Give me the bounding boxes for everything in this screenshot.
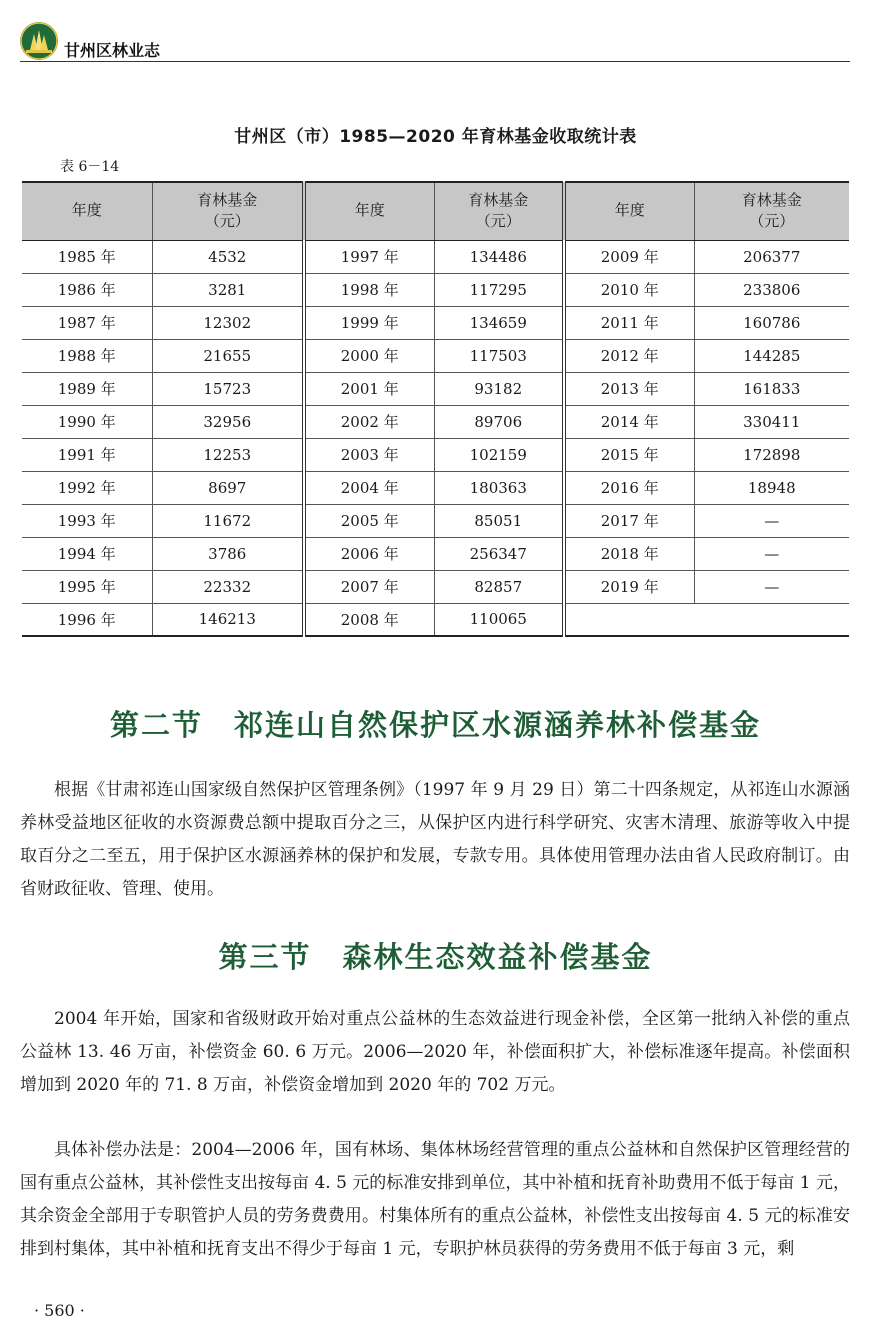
table-title: 甘州区（市）1985—2020 年育林基金收取统计表 <box>234 127 637 147</box>
table-cell: 1989 年 <box>22 372 152 405</box>
table-cell: 12302 <box>152 306 304 339</box>
table-cell: 2011 年 <box>564 306 694 339</box>
table-cell: — <box>694 504 849 537</box>
section-3-paragraph-1: 2004 年开始，国家和省级财政开始对重点公益林的生态效益进行现金补偿，全区第一批纳入补偿的重点公益林 13. 46 万亩，补偿资金 60. 6 万元。2006—2020 年，补偿面积扩大，补偿标准逐年提高。补偿面积增加到 2020 年的 71. 8 万亩，补偿资金增加到 2020 年的 702 万元。 <box>20 1009 850 1095</box>
table-row <box>22 438 849 471</box>
table-cell: 85051 <box>434 504 564 537</box>
section-2-paragraph: 根据《甘肃祁连山国家级自然保护区管理条例》（1997 年 9 月 29 日）第二十四条规定，从祁连山水源涵养林受益地区征收的水资源费总额中提取百分之三，从保护区内进行科学研究、灾害木清理、旅游等收入中提取百分之二至五，用于保护区水源涵养林的保护和发展，专款专用。具体使用管理办法由省人民政府制订。由省财政征收、管理、使用。 <box>20 780 850 899</box>
table-cell: 93182 <box>434 372 564 405</box>
table-cell: 4532 <box>152 240 304 273</box>
table-cell: 2013 年 <box>564 372 694 405</box>
table-cell: 2008 年 <box>304 603 434 636</box>
table-cell: 134486 <box>434 240 564 273</box>
table-cell: 2002 年 <box>304 405 434 438</box>
table-cell: 1985 年 <box>22 240 152 273</box>
table-cell: 256347 <box>434 537 564 570</box>
table-cell: 144285 <box>694 339 849 372</box>
table-header-row <box>22 182 849 240</box>
table-cell: 82857 <box>434 570 564 603</box>
table-cell: 2007 年 <box>304 570 434 603</box>
table-cell: 1996 年 <box>22 603 152 636</box>
table-cell: 1997 年 <box>304 240 434 273</box>
table-cell: 32956 <box>152 405 304 438</box>
table-cell: 2000 年 <box>304 339 434 372</box>
table-cell: 3786 <box>152 537 304 570</box>
header-cell <box>152 182 304 240</box>
table-cell: 2018 年 <box>564 537 694 570</box>
header-cell-unit: （元） <box>204 212 250 231</box>
table-row <box>22 339 849 372</box>
table-row <box>22 471 849 504</box>
book-title: 甘州区林业志 <box>64 41 161 60</box>
table-cell: 2015 年 <box>564 438 694 471</box>
table-row <box>22 537 849 570</box>
table-cell: 161833 <box>694 372 849 405</box>
header-cell-text: 育林基金 <box>197 190 258 209</box>
table-cell: 2004 年 <box>304 471 434 504</box>
table-cell: 1993 年 <box>22 504 152 537</box>
table-row <box>22 504 849 537</box>
table-cell: 117503 <box>434 339 564 372</box>
table-row <box>22 240 849 273</box>
table-cell: 11672 <box>152 504 304 537</box>
table-row <box>22 306 849 339</box>
table-cell: 160786 <box>694 306 849 339</box>
header-cell-text: 育林基金 <box>468 190 529 209</box>
table-cell: 134659 <box>434 306 564 339</box>
table-cell: — <box>694 570 849 603</box>
table-cell: 233806 <box>694 273 849 306</box>
table-cell: 2016 年 <box>564 471 694 504</box>
header-cell: 年度 <box>304 182 434 240</box>
section-3-paragraph-2: 具体补偿办法是：2004—2006 年，国有林场、集体林场经营管理的重点公益林和自然保护区管理经营的国有重点公益林，其补偿性支出按每亩 4. 5 元的标准安排到单位，其中补植和抚育补助费用不低于每亩 1 元，其余资金全部用于专职管护人员的劳务费费用。村集体所有的重点公益林，补偿性支出按每亩 4. 5 元的标准安排到村集体，其中补植和抚育支出不得少于每亩 1 元，专职护林员获得的劳务费用不低于每亩 3 元，剩 <box>20 1140 850 1259</box>
header-cell <box>434 182 564 240</box>
table-number: 表 6－14 <box>60 159 120 175</box>
table-body <box>22 240 849 636</box>
table-cell: 21655 <box>152 339 304 372</box>
table-cell: 2019 年 <box>564 570 694 603</box>
table-cell: 12253 <box>152 438 304 471</box>
table-cell: 1999 年 <box>304 306 434 339</box>
table-cell: 146213 <box>152 603 304 636</box>
table-cell: 18948 <box>694 471 849 504</box>
table-cell: 1994 年 <box>22 537 152 570</box>
table-cell: 1987 年 <box>22 306 152 339</box>
table-cell: 1986 年 <box>22 273 152 306</box>
table-cell-empty <box>564 603 849 636</box>
table-cell: 2014 年 <box>564 405 694 438</box>
header-cell-unit: （元） <box>749 212 795 231</box>
table-cell: 1995 年 <box>22 570 152 603</box>
page-header <box>20 22 850 62</box>
table-cell: 2001 年 <box>304 372 434 405</box>
table-cell: 1991 年 <box>22 438 152 471</box>
table-cell: 2017 年 <box>564 504 694 537</box>
table-row <box>22 273 849 306</box>
table-cell: 2012 年 <box>564 339 694 372</box>
table-cell: 2009 年 <box>564 240 694 273</box>
table-cell: 89706 <box>434 405 564 438</box>
section-3-title: 第三节 森林生态效益补偿基金 <box>218 940 653 974</box>
header-cell: 年度 <box>564 182 694 240</box>
header-cell-text: 育林基金 <box>741 190 802 209</box>
header-cell <box>694 182 849 240</box>
table-cell: 22332 <box>152 570 304 603</box>
table-cell: 1988 年 <box>22 339 152 372</box>
table-cell: — <box>694 537 849 570</box>
table-cell: 8697 <box>152 471 304 504</box>
table-cell: 2006 年 <box>304 537 434 570</box>
table-cell: 3281 <box>152 273 304 306</box>
page-number: · 560 · <box>34 1301 85 1320</box>
table-row <box>22 603 849 636</box>
header-cell: 年度 <box>22 182 152 240</box>
table-cell: 2005 年 <box>304 504 434 537</box>
table-cell: 206377 <box>694 240 849 273</box>
table-cell: 330411 <box>694 405 849 438</box>
table-cell: 2003 年 <box>304 438 434 471</box>
header-cell-unit: （元） <box>475 212 521 231</box>
table-cell: 117295 <box>434 273 564 306</box>
forestry-fund-table <box>22 181 849 637</box>
table-cell: 102159 <box>434 438 564 471</box>
table-row <box>22 405 849 438</box>
table-row <box>22 372 849 405</box>
table-cell: 2010 年 <box>564 273 694 306</box>
forest-logo-icon <box>20 22 58 60</box>
section-2-title: 第二节 祁连山自然保护区水源涵养林补偿基金 <box>109 708 761 742</box>
table-cell: 110065 <box>434 603 564 636</box>
table-cell: 1990 年 <box>22 405 152 438</box>
table-cell: 15723 <box>152 372 304 405</box>
table-cell: 1998 年 <box>304 273 434 306</box>
table-cell: 1992 年 <box>22 471 152 504</box>
table-row <box>22 570 849 603</box>
table-cell: 172898 <box>694 438 849 471</box>
table-cell: 180363 <box>434 471 564 504</box>
